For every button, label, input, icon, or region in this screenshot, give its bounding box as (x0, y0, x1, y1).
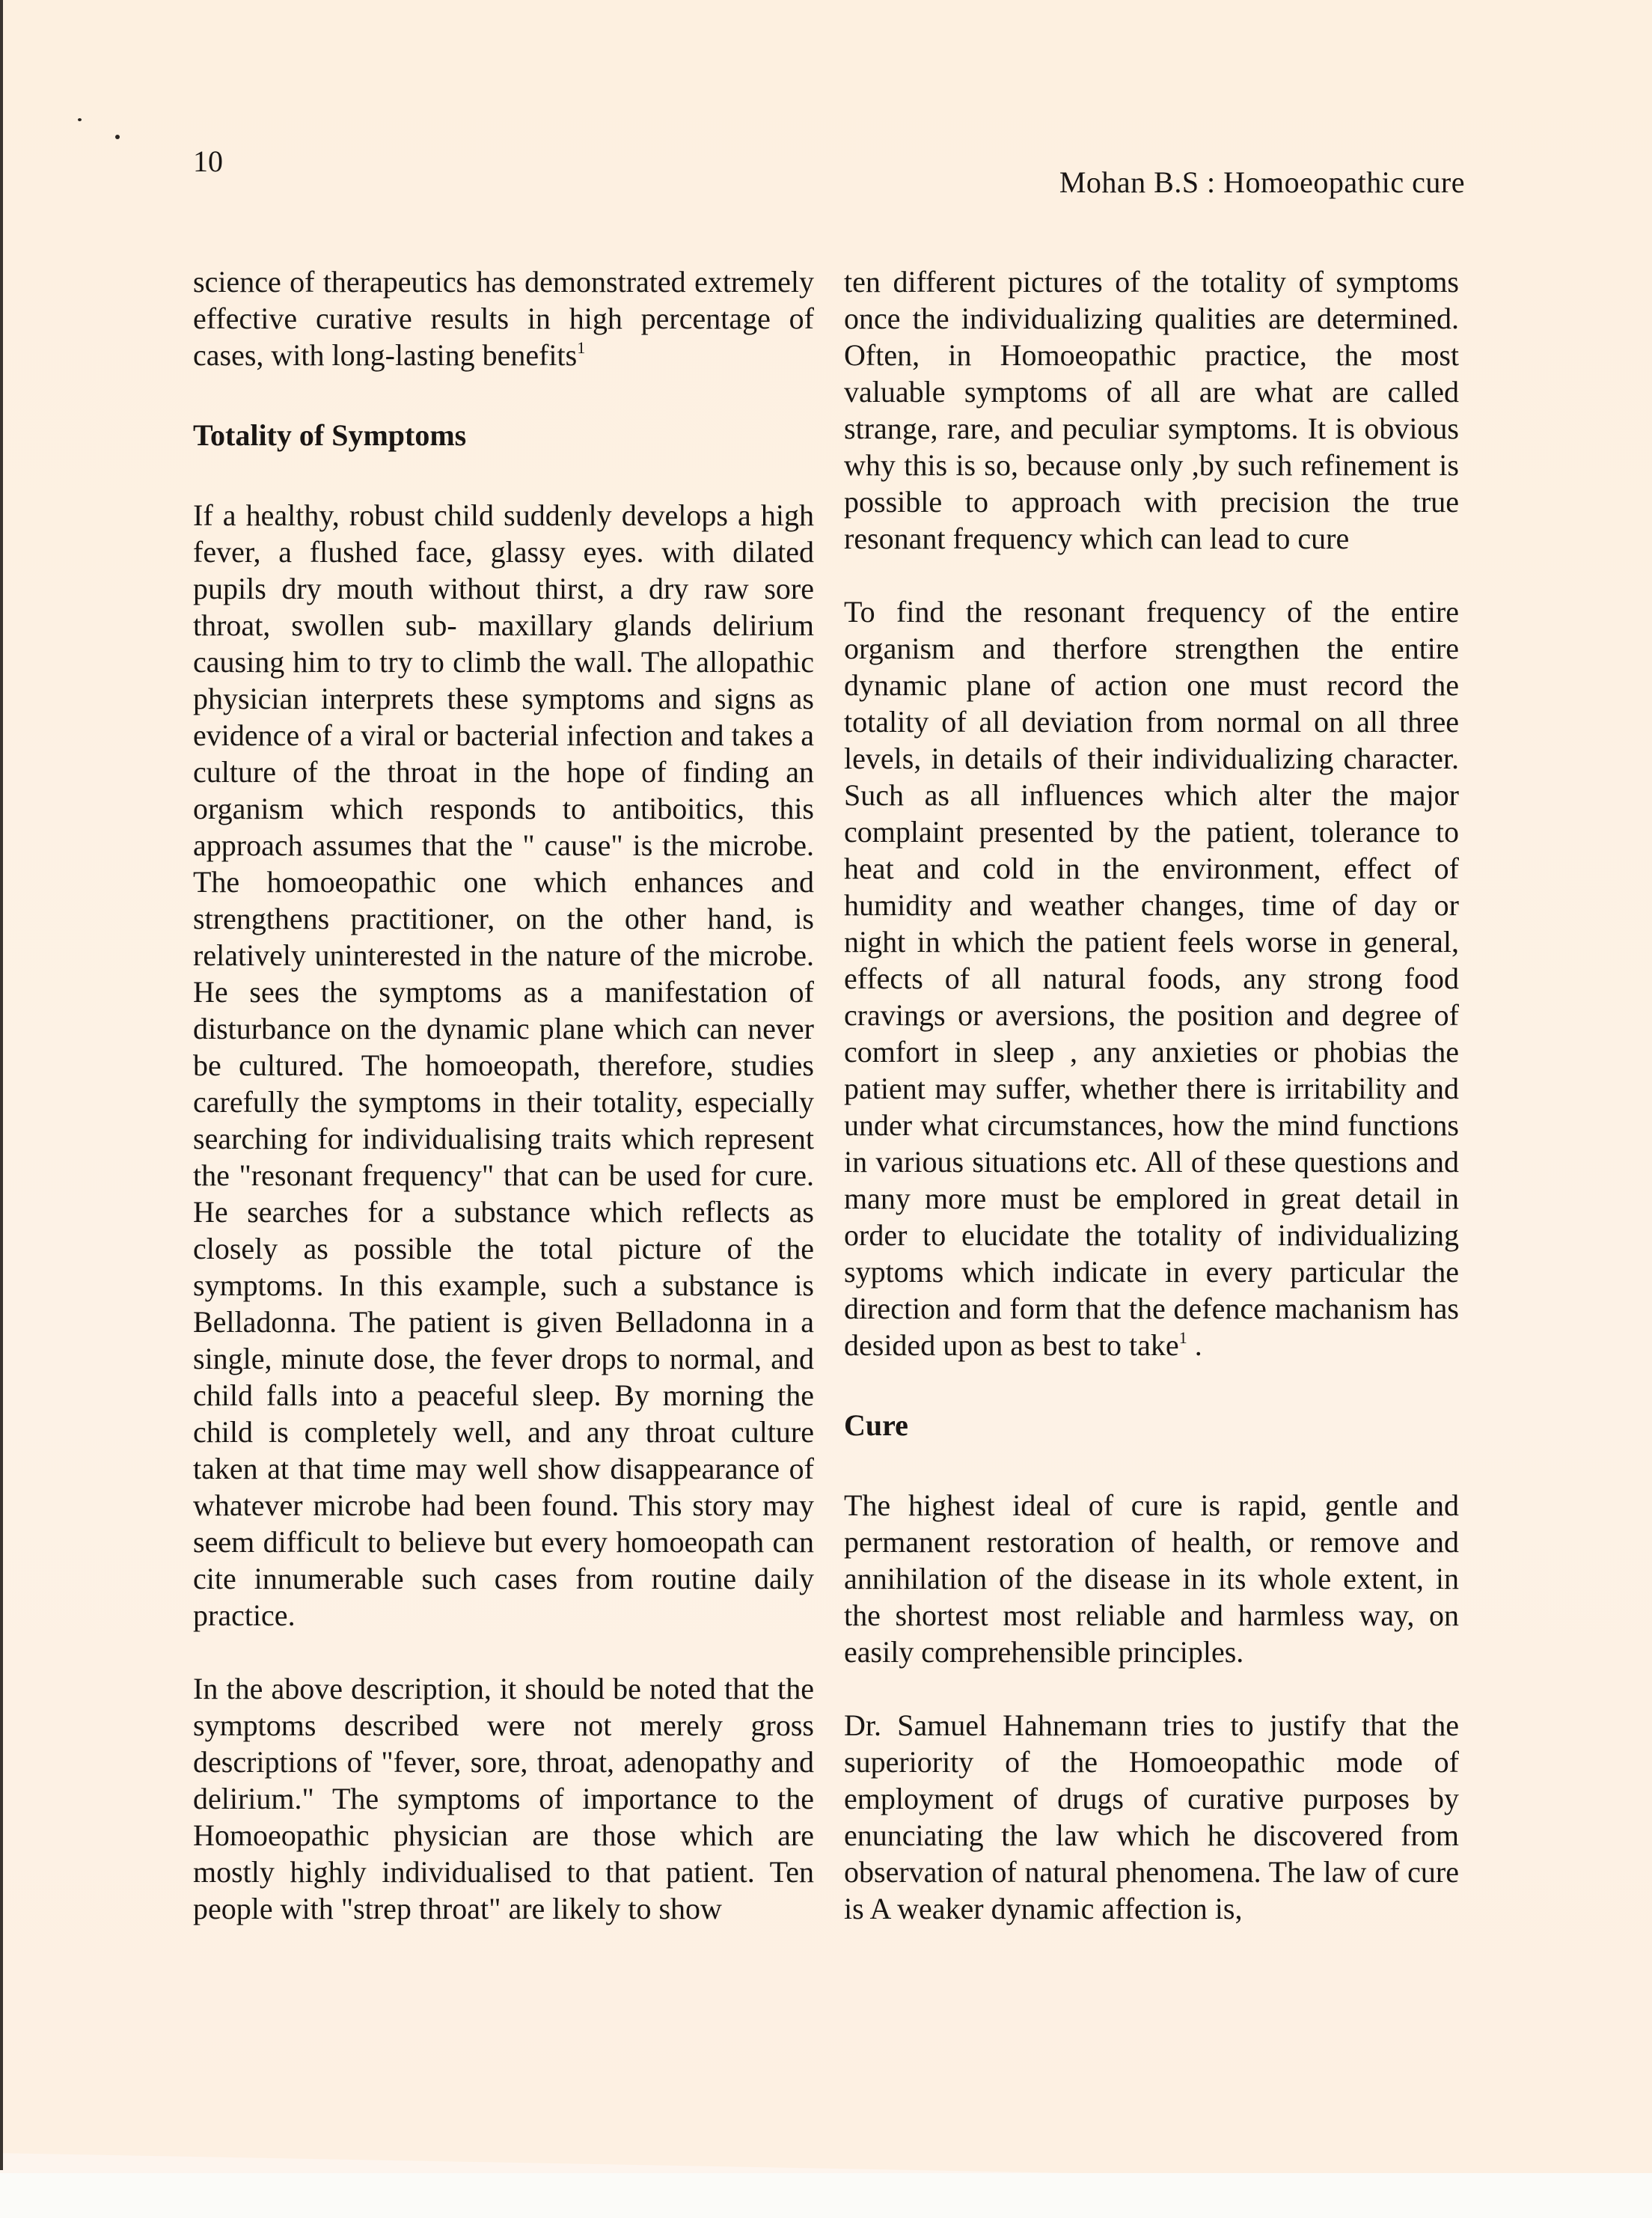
paragraph-right-2-tail: . (1187, 1328, 1202, 1362)
scan-speck (115, 135, 120, 139)
intro-paragraph (193, 263, 814, 373)
page-edge-shadow (0, 0, 3, 2170)
scanner-bed-strip (0, 2173, 1652, 2218)
section-heading-cure: Cure (844, 1408, 908, 1442)
paragraph-right-1: ten different pictures of the totality of symptoms once the individualizing qualities are determined. Often, in Homoeopathic practice, the most valuable symptoms of all are what are called strange, rare, and peculiar symptoms. It is obvious why this is so, because only ,by such refinement is possible to approach with precision the true resonant frequency which can lead to cure (844, 265, 1459, 555)
section-heading-totality: Totality of Symptoms (193, 418, 467, 452)
running-head: Mohan B.S : Homoeopathic cure (1059, 165, 1465, 199)
footnote-marker: 1 (1178, 1328, 1187, 1347)
left-column (193, 263, 814, 1927)
paragraph-cure-2: Dr. Samuel Hahnemann tries to justify that the superiority of the Homoeopathic mode of employment of drugs of curative purposes by enunciating the law which he discovered from observation of natural phenomena. The law of cure is A weaker dynamic affection is, (844, 1708, 1459, 1925)
paragraph-totality-1: If a healthy, robust child suddenly develops a high fever, a flushed face, glassy eyes. with dilated pupils dry mouth without thirst, a dry raw sore throat, swollen sub- maxillary glands delirium causing him to try to climb the wall. The allopathic physician interprets these symptoms and signs as evidence of a viral or bacterial infection and takes a culture of the throat in the hope of finding an organism which responds to antiboitics, this approach assumes that the " cause" is the microbe. The homoeopathic one which enhances and strengthens practitioner, on the other hand, is relatively uninterested in the nature of the microbe. He sees the symptoms as a manifestation of disturbance on the dynamic plane which can never be cultured. The homoeopath, therefore, studies carefully the symptoms in their totality, especially searching for individualising traits which represent the "resonant frequency" that can be used for cure. He searches for a substance which reflects as closely as possible the total picture of the symptoms. In this example, such a substance is Belladonna. The patient is given Belladonna in a single, minute dose, the fever drops to normal, and child falls into a peaceful sleep. By morning the child is completely well, and any throat culture taken at that time may well show disappearance of whatever microbe had been found. This story may seem difficult to believe but every homoeopath can cite innumerable such cases from routine daily practice. (193, 498, 814, 1632)
scan-speck (78, 118, 82, 121)
page-number: 10 (193, 144, 223, 178)
paragraph-right-2 (844, 593, 1459, 1363)
paragraph-totality-2: In the above description, it should be noted that the symptoms described were not merely gross descriptions of "fever, sore, throat, adenopathy and delirium." The symptoms of importance to the Homoeopathic physician are those which are mostly highly individualised to that patient. Ten people with "strep throat" are likely to show (193, 1672, 814, 1925)
intro-text: science of therapeutics has demonstrated extremely effective curative results in high percentage of cases, with long-lasting benefits (193, 265, 814, 372)
paragraph-right-2-text: To find the resonant frequency of the entire organism and therfore strengthen the entire dynamic plane of action one must record the totality of all deviation from normal on all three levels, in details of their individualizing character. Such as all influences which alter the major complaint presented by the patient, tolerance to heat and cold in the environment, effect of humidity and weather changes, time of day or night in which the patient feels worse in general, effects of all natural foods, any strong food cravings or aversions, the position and degree of comfort in sleep , any anxieties or phobias the patient may suffer, whether there is irritability and under what circumstances, how the mind functions in various situations etc. All of these questions and many more must be emplored in great detail in order to elucidate the totality of individualizing syptoms which indicate in every particular the direction and form that the defence machanism has desided upon as best to take (844, 595, 1459, 1362)
footnote-marker: 1 (577, 338, 586, 357)
right-column (844, 263, 1459, 1927)
paragraph-cure-1: The highest ideal of cure is rapid, gentle and permanent restoration of health, or remove and annihilation of the disease in its whole extent, in the shortest most reliable and harmless way, on easily comprehensible principles. (844, 1488, 1459, 1669)
